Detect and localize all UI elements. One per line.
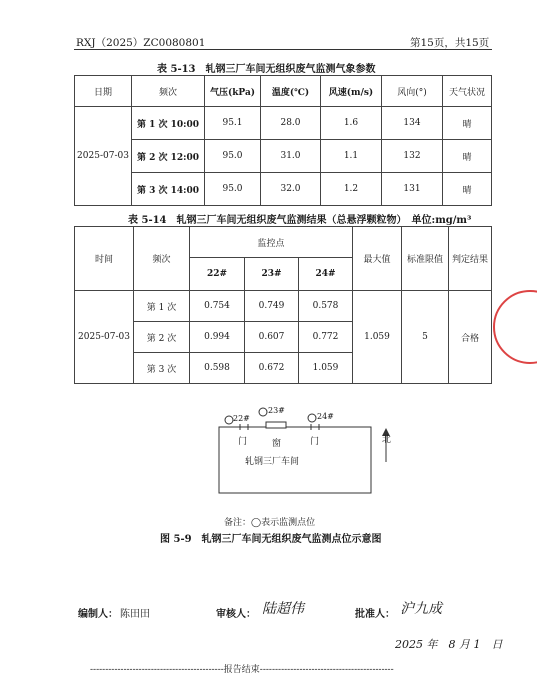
wind-speed-cell: 1.2 [321,173,382,206]
col-limit: 标准限值 [402,227,449,291]
col-max: 最大值 [353,227,402,291]
label-22: 22# [233,414,250,423]
point-22: 22# [190,258,245,291]
col-result: 判定结果 [449,227,492,291]
freq-cell: 第 2 次 12:00 [132,140,205,173]
reviewer-signature: 陆超伟 [262,601,304,617]
max-cell: 1.059 [353,291,402,384]
freq-cell: 第 1 次 [134,291,190,322]
weather-cell: 晴 [443,107,492,140]
point-22-marker [225,416,233,424]
point-24: 24# [299,258,353,291]
table-row [75,140,492,173]
page-number: 第15页，共15页 [410,37,490,49]
table-row [75,107,492,140]
approver-label: 批准人： [355,609,395,620]
results-table [74,226,492,384]
approver-signature: 沪九成 [400,601,442,617]
table-row [75,291,492,322]
value-cell: 0.598 [190,353,245,384]
value-cell: 0.672 [245,353,299,384]
wind-dir-cell: 132 [382,140,443,173]
editor-name: 陈田田 [120,609,150,620]
date-cell: 2025-07-03 [75,291,134,384]
pressure-cell: 95.0 [205,140,261,173]
col-points: 监控点 [190,227,353,258]
north-label: 北 [382,435,392,445]
col-weather: 天气状况 [443,76,492,107]
wind-dir-cell: 131 [382,173,443,206]
figure-caption: 图 5-9 轧钢三厂车间无组织废气监测点位示意图 [160,534,382,545]
table2-caption: 表 5-14 轧钢三厂车间无组织废气监测结果（总悬浮颗粒物） 单位:mg/m³ [128,215,472,226]
temp-cell: 31.0 [261,140,321,173]
reviewer-label: 审核人： [216,609,256,620]
window-mark [266,422,286,428]
diagram-note: 备注：◯表示监测点位 [224,518,316,528]
window-label: 窗 [272,439,282,449]
value-cell: 0.994 [190,322,245,353]
result-cell: 合格 [449,291,492,384]
editor-label: 编制人： [78,609,118,620]
point-24-marker [308,414,316,422]
table-row [75,173,492,206]
header-rule [74,49,492,50]
value-cell: 1.059 [299,353,353,384]
point-23-marker [259,408,267,416]
col-date: 日期 [75,76,132,107]
temp-cell: 28.0 [261,107,321,140]
col-wind-dir: 风向(°) [382,76,443,107]
temp-cell: 32.0 [261,173,321,206]
report-number: RXJ（2025）ZC0080801 [76,37,206,49]
weather-cell: 晴 [443,173,492,206]
value-cell: 0.578 [299,291,353,322]
freq-cell: 第 3 次 [134,353,190,384]
door2-label: 门 [310,437,320,447]
report-end: --------------------------------------------报告结束-------------------------------------------- [90,665,394,675]
building-label: 轧钢三厂车间 [245,457,300,467]
official-seal [493,290,537,364]
label-24: 24# [317,412,334,421]
col-temp: 温度(℃) [261,76,321,107]
col-time: 时间 [75,227,134,291]
freq-cell: 第 1 次 10:00 [132,107,205,140]
value-cell: 0.772 [299,322,353,353]
table1-caption: 表 5-13 轧钢三厂车间无组织废气监测气象参数 [157,64,376,75]
pressure-cell: 95.1 [205,107,261,140]
limit-cell: 5 [402,291,449,384]
date-cell: 2025-07-03 [75,107,132,206]
wind-dir-cell: 134 [382,107,443,140]
wind-speed-cell: 1.6 [321,107,382,140]
point-23: 23# [245,258,299,291]
pressure-cell: 95.0 [205,173,261,206]
door1-label: 门 [238,437,248,447]
value-cell: 0.754 [190,291,245,322]
value-cell: 0.607 [245,322,299,353]
col-wind-speed: 风速(m/s) [321,76,382,107]
weather-table [74,75,492,206]
col-pressure: 气压(kPa) [205,76,261,107]
col-frequency: 频次 [134,227,190,291]
freq-cell: 第 3 次 14:00 [132,173,205,206]
value-cell: 0.749 [245,291,299,322]
col-freq: 频次 [132,76,205,107]
weather-cell: 晴 [443,140,492,173]
wind-speed-cell: 1.1 [321,140,382,173]
label-23: 23# [268,406,285,415]
sign-date: 2025 年 8 月 1 日 [395,638,503,651]
freq-cell: 第 2 次 [134,322,190,353]
